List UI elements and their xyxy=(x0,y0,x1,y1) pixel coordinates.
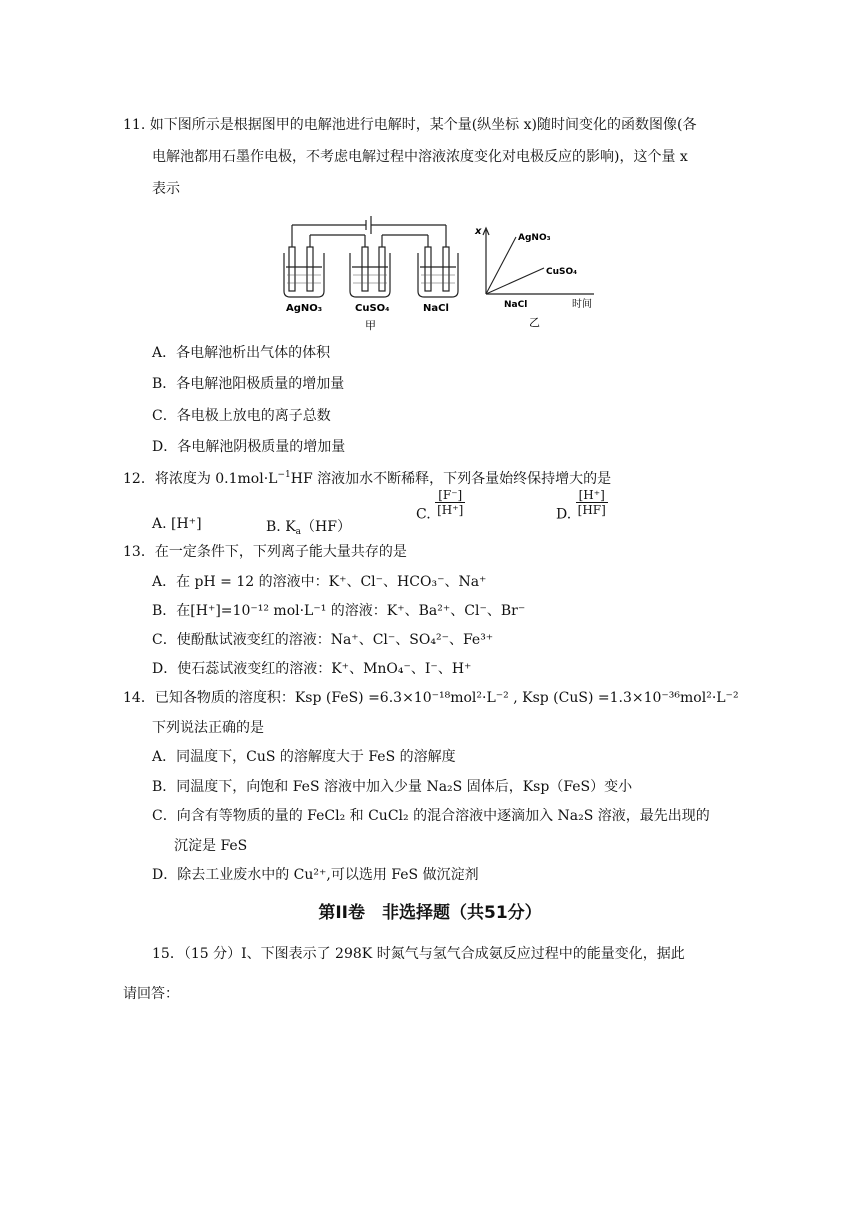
q14-stem-line1: 14．已知各物质的溶度积：Ksp (FeS) =6.3×10⁻¹⁸mol²·L⁻² , Ksp (CuS) =1.3×10⁻³⁶mol²·L⁻² xyxy=(123,690,739,706)
q12-option-d-fraction xyxy=(576,488,608,517)
q12-option-c xyxy=(416,488,465,523)
section-heading: 第II卷 非选择题（共51分） xyxy=(318,903,542,923)
q13-stem: 13．在一定条件下，下列离子能大量共存的是 xyxy=(123,544,407,560)
q13-option-b: B．在[H⁺]=10⁻¹² mol·L⁻¹ 的溶液：K⁺、Ba²⁺、Cl⁻、Br⁻ xyxy=(152,603,526,619)
q12-option-d xyxy=(556,488,608,523)
q14-option-c-line2: 沉淀是 FeS xyxy=(174,838,248,854)
q14-option-b: B．同温度下，向饱和 FeS 溶液中加入少量 Na₂S 固体后，Ksp（FeS）变小 xyxy=(152,779,633,795)
q12-option-c-fraction xyxy=(435,488,465,517)
q13-option-c: C．使酚酞试液变红的溶液：Na⁺、Cl⁻、SO₄²⁻、Fe³⁺ xyxy=(152,632,494,648)
q12-option-d-label: D. xyxy=(556,506,572,523)
q12-option-b-text: B. K xyxy=(266,519,296,535)
q11-stem-line2: 电解池都用石墨作电极，不考虑电解过程中溶液浓度变化对电极反应的影响)，这个量 x xyxy=(152,149,688,165)
cell-label-agno3: AgNO₃ xyxy=(286,303,323,314)
q12-stem-sup: −1 xyxy=(277,470,291,480)
q11-option-a: A．各电解池析出气体的体积 xyxy=(152,345,331,361)
q11-option-b: B．各电解池阳极质量的增加量 xyxy=(152,376,345,392)
fraction-denominator: [HF] xyxy=(577,503,606,517)
axis-y-label: x xyxy=(475,226,482,237)
q15-stem-line2: 请回答： xyxy=(123,986,179,1002)
fraction-denominator: [H⁺] xyxy=(437,503,464,517)
q11-option-c: C．各电极上放电的离子总数 xyxy=(152,408,331,424)
q14-option-a: A．同温度下，CuS 的溶解度大于 FeS 的溶解度 xyxy=(152,749,456,765)
q14-stem-line2: 下列说法正确的是 xyxy=(152,720,264,736)
q14-option-d: D．除去工业废水中的 Cu²⁺,可以选用 FeS 做沉淀剂 xyxy=(152,867,479,883)
q12-stem xyxy=(123,468,611,488)
q11-option-d: D．各电解池阴极质量的增加量 xyxy=(152,439,346,455)
fraction-numerator: [H⁺] xyxy=(576,488,608,503)
q11-figure-jia xyxy=(278,205,478,340)
q12-stem-part-a: 12．将浓度为 0.1mol·L xyxy=(123,471,278,487)
axis-x-label: 时间 xyxy=(572,299,592,310)
figure-label-yi: 乙 xyxy=(529,316,540,329)
curve-label-cuso4: CuSO₄ xyxy=(546,267,578,277)
q15-stem-line1: 15．（15 分）Ⅰ、下图表示了 298K 时氮气与氢气合成氨反应过程中的能量变化，据此 xyxy=(152,946,685,962)
q12-stem-part-b: HF 溶液加水不断稀释，下列各量始终保持增大的是 xyxy=(290,471,612,487)
figure-label-jia: 甲 xyxy=(365,319,376,332)
q11-figure-yi xyxy=(474,222,604,332)
q14-option-c-line1: C．向含有等物质的量的 FeCl₂ 和 CuCl₂ 的混合溶液中逐滴加入 Na₂S 溶液，最先出现的 xyxy=(152,808,710,824)
curve-label-agno3: AgNO₃ xyxy=(518,233,551,243)
q12-option-b-sub: a xyxy=(295,527,302,537)
cell-label-cuso4: CuSO₄ xyxy=(355,303,390,314)
q13-option-d: D．使石蕊试液变红的溶液：K⁺、MnO₄⁻、I⁻、H⁺ xyxy=(152,661,472,677)
curve-label-nacl: NaCl xyxy=(504,300,528,310)
q12-option-b-text2: （HF） xyxy=(301,519,351,535)
fraction-numerator: [F⁻] xyxy=(435,488,465,503)
q13-option-a: A．在 pH = 12 的溶液中：K⁺、Cl⁻、HCO₃⁻、Na⁺ xyxy=(152,574,487,590)
cell-label-nacl: NaCl xyxy=(423,303,449,314)
q12-option-c-label: C. xyxy=(416,506,431,523)
q11-stem-line1: 11. 如下图所示是根据图甲的电解池进行电解时，某个量(纵坐标 x)随时间变化的函数图像(各 xyxy=(123,117,697,133)
q11-stem-line3: 表示 xyxy=(152,181,180,197)
q12-option-a: A. [H⁺] xyxy=(152,516,202,532)
q12-option-b xyxy=(266,516,351,537)
